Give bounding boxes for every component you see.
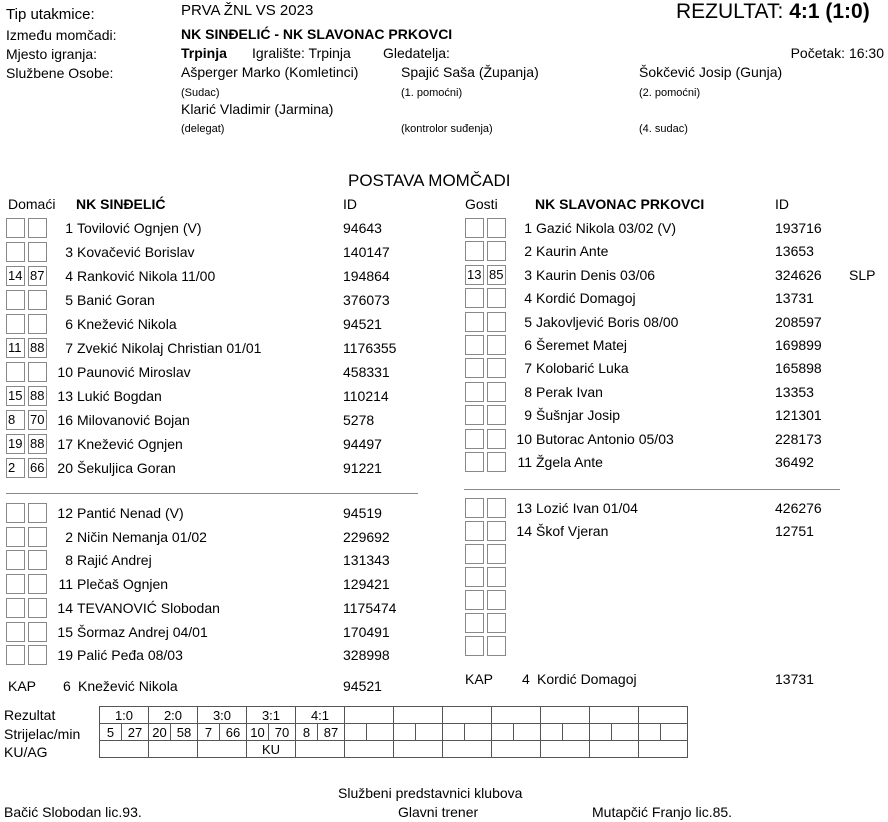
away-sub-empty-row [0,590,888,614]
player-number: 12 [57,505,73,521]
scorer-number-cell: 7 [198,724,220,741]
kuag-cell [198,741,247,758]
scorer-number-cell: 20 [149,724,171,741]
player-number: 10 [516,430,532,447]
player-name: Pantić Nenad (V) [77,505,184,521]
player-id: 13653 [775,243,814,260]
kuag-cell [345,741,394,758]
scorer-number-cell [541,724,563,741]
kuag-cell [149,741,198,758]
player-name: Perak Ivan [536,383,603,400]
player-name: Zvekić Nikolaj Christian 01/01 [77,340,262,356]
score-cell: 2:0 [149,707,198,724]
shirt-box-sub-in [465,613,484,633]
player-number: 6 [524,337,532,353]
player-name: Šekuljica Goran [77,460,176,476]
player-number: 5 [65,292,73,308]
score-cell: 3:1 [247,707,296,724]
kuag-cell [296,741,345,758]
player-id: 228173 [775,430,822,447]
player-number: 4 [524,290,532,307]
away-starter-row [0,241,888,265]
score-cell [541,707,590,724]
home-id-header: ID [343,196,357,212]
player-id: 169899 [775,337,822,353]
shirt-box-minute [487,636,506,656]
official-role: (4. sudac) [639,123,688,135]
away-starter-row [0,288,888,312]
scorer-minute-cell [465,724,492,741]
player-id: 12751 [775,523,814,539]
away-sub-row [0,498,888,522]
scorer-number-cell [492,724,514,741]
player-id: 131343 [343,552,390,569]
player-id: 193716 [775,220,822,236]
away-sub-empty-row [0,544,888,568]
player-name: Ranković Nikola 11/00 [77,268,216,284]
player-number: 8 [524,383,532,400]
shirt-box-sub-in [465,358,484,378]
home-kap-name: Knežević Nikola [78,678,178,694]
shirt-box-sub-in: 14 [6,266,25,286]
home-label: Domaći [8,196,56,212]
player-id: 110214 [343,388,389,404]
player-id: 229692 [343,528,390,545]
player-number: 11 [58,576,73,593]
shirt-box-sub-in [465,288,484,308]
player-name: Rajić Andrej [77,552,152,569]
player-number: 10 [57,364,73,380]
player-number: 13 [516,500,532,516]
shirt-box-sub-in: 2 [6,458,25,478]
away-sub-empty-row [0,613,888,637]
player-name: Šormaz Andrej 04/01 [77,623,208,640]
player-id: 94519 [343,505,382,521]
player-number: 17 [57,436,73,452]
away-label: Gosti [465,196,498,212]
tip-value: PRVA ŽNL VS 2023 [181,2,314,19]
osobe-label: Službene Osobe: [6,65,114,81]
player-number: 11 [517,454,532,470]
away-team: NK SLAVONAC PRKOVCI [535,196,705,212]
player-id: 94643 [343,220,382,236]
footer-left: Bačić Slobodan lic.93. [4,804,142,820]
away-divider [464,489,840,490]
home-team: NK SINĐELIĆ [76,196,166,212]
scorer-number-cell [345,724,367,741]
player-name: Gazić Nikola 03/02 (V) [536,220,677,236]
shirt-box-sub-in [465,544,484,564]
official-role: (Sudac) [181,87,220,99]
footer-center: Glavni trener [398,804,479,820]
player-number: 13 [57,388,73,404]
player-number: 15 [57,623,73,640]
player-id: 140147 [343,244,390,260]
official-name: Ašperger Marko (Komletinci) [181,64,359,80]
player-id: 91221 [343,460,382,476]
score-cell [394,707,443,724]
shirt-box-minute [487,590,506,610]
lineup-title: POSTAVA MOMČADI [348,171,511,190]
shirt-box-sub-in: 13 [465,265,484,285]
home-kap-num: 6 [63,678,71,694]
shirt-box-minute: 70 [28,410,47,430]
player-id: 1176355 [343,340,397,356]
izmedu-label: Između momčadi: [6,27,117,43]
home-kap-id: 94521 [343,678,382,694]
gledatelja: Gledatelja: [383,45,450,61]
scorer-minute-cell: 66 [220,724,247,741]
score-cell [345,707,394,724]
player-id: 376073 [343,292,390,308]
scorer-number-cell [590,724,612,741]
kuag-cell [443,741,492,758]
player-number: 1 [524,220,532,236]
player-number: 4 [65,268,73,284]
player-id: 94497 [343,436,382,452]
scorer-minute-cell [563,724,590,741]
away-starter-row [0,358,888,382]
player-name: Ničin Nemanja 01/02 [77,528,207,545]
shirt-box-minute [487,567,506,587]
shirt-box-sub-in [465,498,484,518]
away-kap-label: KAP [465,671,494,687]
scorer-minute-cell: 58 [171,724,198,741]
away-kap-id: 13731 [775,671,814,687]
player-name: Lukić Bogdan [77,388,162,404]
kuag-cell [639,741,688,758]
player-number: 14 [57,599,73,616]
shirt-box-sub-in [465,218,484,238]
shirt-box-sub-in [465,636,484,656]
player-name: TEVANOVIĆ Slobodan [77,599,220,616]
scorer-number-cell [639,724,661,741]
player-id: 13353 [775,383,814,400]
footer-right: Mutapčić Franjo lic.85. [592,804,733,820]
score-cell [639,707,688,724]
away-starter-row [0,265,888,289]
player-id: 208597 [775,313,822,330]
official-role: (kontrolor suđenja) [401,123,493,135]
player-id: 165898 [775,360,822,377]
result-title [676,0,870,24]
score-cell [590,707,639,724]
result-label: REZULTAT: [676,0,784,23]
player-number: 6 [65,316,73,332]
player-name: Šeremet Matej [536,337,628,353]
shirt-box-minute: 88 [28,386,47,406]
player-number: 5 [524,313,532,330]
score-cell: 1:0 [100,707,149,724]
scorer-minute-cell [367,724,394,741]
igraliste: Igralište: Trpinja [252,45,351,61]
kuag-cell [100,741,149,758]
player-number: 3 [524,266,532,283]
player-id: 170491 [343,623,390,640]
kuag-label: KU/AG [4,744,48,760]
scorer-minute-cell [612,724,639,741]
away-sub-empty-row [0,567,888,591]
player-number: 8 [65,552,73,569]
player-number: 14 [516,523,532,539]
home-divider [6,493,418,494]
player-name: Kolobarić Luka [536,360,629,377]
away-sub-empty-row [0,636,888,660]
away-starter-row [0,335,888,359]
official-name: Šokčević Josip (Gunja) [639,64,783,80]
scorer-minute-cell [514,724,541,741]
shirt-box-sub-in [465,382,484,402]
scorer-number-cell [394,724,416,741]
player-name: Knežević Ognjen [77,436,183,452]
shirt-box-sub-in [465,405,484,425]
kuag-cell [590,741,639,758]
player-number: 1 [65,220,73,236]
official-name: Spajić Saša (Županja) [401,64,539,80]
player-id: 13731 [775,290,814,307]
official-role: (1. pomoćni) [401,87,463,99]
away-starter-row [0,429,888,453]
shirt-box-minute: 85 [487,265,506,285]
tip-label: Tip utakmice: [6,6,95,23]
scorer-number-cell: 8 [296,724,318,741]
kuag-cell [541,741,590,758]
strijelac-label: Strijelac/min [4,726,81,742]
score-cell [443,707,492,724]
shirt-box-sub-in: 19 [6,434,25,454]
player-number: 3 [65,244,73,260]
player-name: Knežević Nikola [77,316,177,332]
shirt-box-sub-in [465,335,484,355]
player-id: 36492 [775,454,814,470]
scorer-number-cell: 5 [100,724,122,741]
shirt-box-minute: 66 [28,458,47,478]
away-starter-row [0,382,888,406]
player-id: 328998 [343,647,390,664]
izmedu-value: NK SINĐELIĆ - NK SLAVONAC PRKOVCI [181,26,453,42]
player-number: 7 [65,340,73,356]
player-number: 2 [524,243,532,260]
player-id: 94521 [343,316,382,332]
away-starter-row [0,218,888,242]
player-number: 20 [57,460,73,476]
footer-title: Službeni predstavnici klubova [338,785,523,801]
results-table [99,706,688,758]
scorer-number-cell: 10 [247,724,269,741]
shirt-box-minute [487,613,506,633]
home-kap-label: KAP [8,678,37,694]
kuag-cell [492,741,541,758]
player-name: Kordić Domagoj [536,290,636,307]
player-id: 121301 [775,407,822,424]
player-id: 426276 [775,500,822,516]
shirt-box-sub-in [465,452,484,472]
official-role: (delegat) [181,123,225,135]
player-number: 19 [57,647,73,664]
away-id-header: ID [775,196,789,212]
away-starter-row [0,405,888,429]
player-name: Lozić Ivan 01/04 [536,500,638,516]
score-cell: 3:0 [198,707,247,724]
result-value: 4:1 (1:0) [789,0,870,23]
player-name: Butorac Antonio 05/03 [536,430,674,447]
away-kap-name: Kordić Domagoj [537,671,637,687]
shirt-box-sub-in [465,241,484,261]
player-name: Šušnjar Josip [536,407,621,424]
player-id: 324626 [775,266,822,283]
shirt-box-minute [487,544,506,564]
shirt-box-sub-in [465,312,484,332]
player-name: Banić Goran [77,292,155,308]
player-flag: SLP [849,266,876,283]
scorer-minute-cell: 27 [122,724,149,741]
official-name: Klarić Vladimir (Jarmina) [181,101,334,117]
scorer-minute-cell: 70 [269,724,296,741]
away-sub-row [0,521,888,545]
player-number: 7 [524,360,532,377]
player-name: Škof Vjeran [536,523,609,539]
score-cell: 4:1 [296,707,345,724]
scorer-number-cell [443,724,465,741]
player-number: 9 [524,407,532,424]
player-name: Kaurin Ante [536,243,609,260]
player-id: 1175474 [343,599,397,616]
rezultat-label: Rezultat [4,707,56,723]
player-name: Plečaš Ognjen [77,576,169,593]
player-name: Žgela Ante [536,454,603,470]
player-id: 458331 [343,364,390,380]
shirt-box-minute: 87 [28,266,47,286]
player-name: Jakovljević Boris 08/00 [536,313,679,330]
shirt-box-sub-in: 15 [6,386,25,406]
player-name: Palić Peđa 08/03 [77,647,183,664]
shirt-box-sub-in: 11 [6,338,25,358]
player-number: 16 [57,412,73,428]
player-name: Paunović Miroslav [77,364,191,380]
shirt-box-sub-in [465,590,484,610]
mjesto-value: Trpinja [181,45,227,61]
kuag-cell: KU [247,741,296,758]
score-cell [492,707,541,724]
shirt-box-sub-in [465,567,484,587]
player-name: Tovilović Ognjen (V) [77,220,202,236]
player-id: 5278 [343,412,375,428]
player-id: 194864 [343,268,390,284]
shirt-box-sub-in [465,429,484,449]
player-name: Milovanović Bojan [77,412,190,428]
away-starter-row [0,452,888,476]
pocetak: Početak: 16:30 [790,45,884,61]
player-id: 129421 [343,576,390,593]
shirt-box-minute: 88 [28,434,47,454]
kuag-cell [394,741,443,758]
player-name: Kovačević Borislav [77,244,195,260]
scorer-minute-cell: 87 [318,724,345,741]
scorer-minute-cell [661,724,688,741]
away-kap-num: 4 [522,671,530,687]
mjesto-label: Mjesto igranja: [6,46,98,62]
player-name: Kaurin Denis 03/06 [536,266,656,283]
shirt-box-sub-in: 8 [6,410,25,430]
scorer-minute-cell [416,724,443,741]
official-role: (2. pomoćni) [639,87,701,99]
shirt-box-minute: 88 [28,338,47,358]
away-starter-row [0,312,888,336]
player-number: 2 [65,528,73,545]
shirt-box-sub-in [465,521,484,541]
